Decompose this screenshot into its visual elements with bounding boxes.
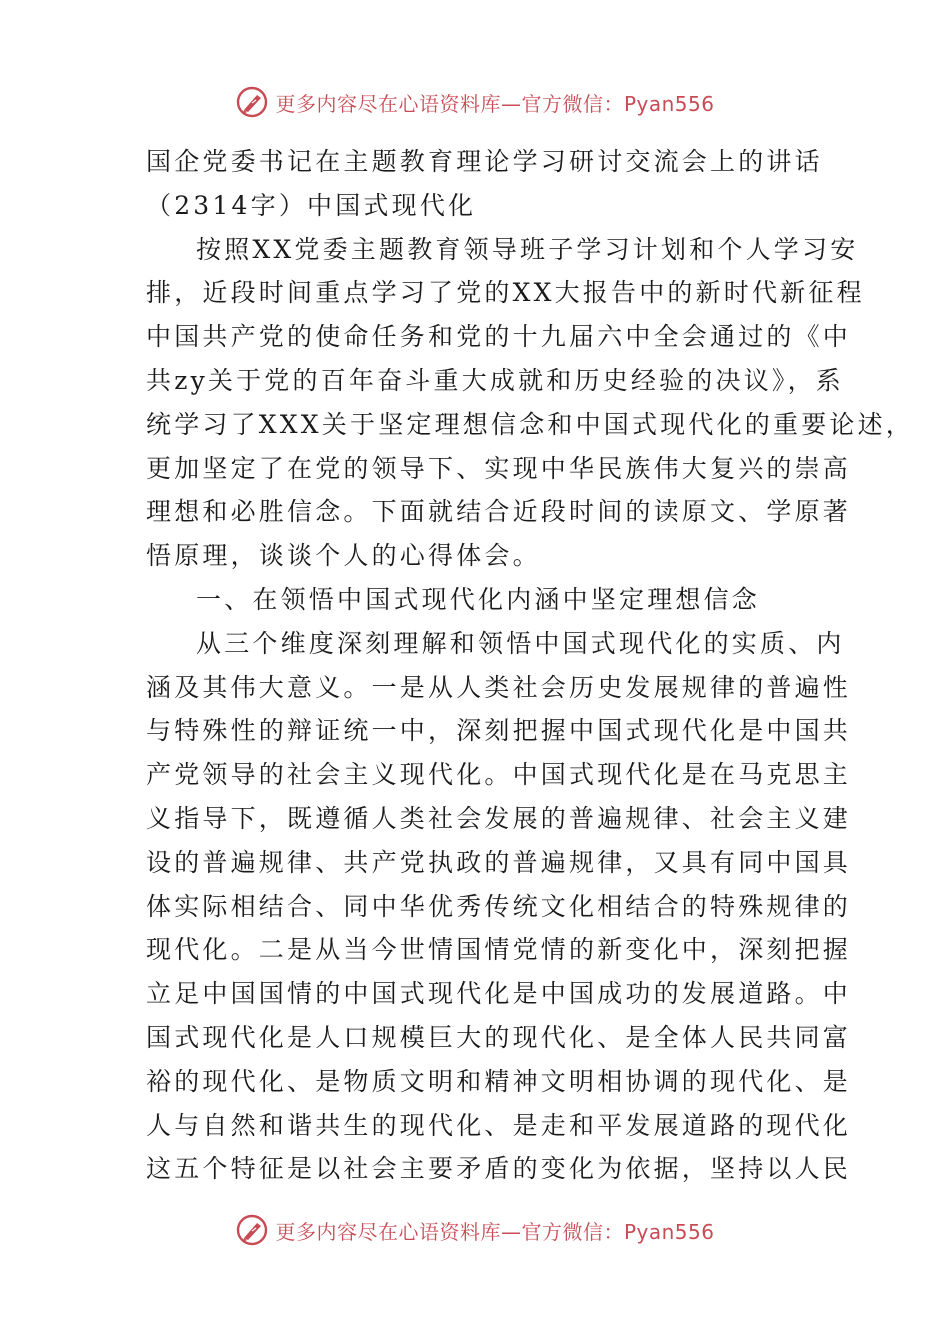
paragraph-line: 更加坚定了在党的领导下、实现中华民族伟大复兴的崇高 xyxy=(146,453,852,483)
paragraph-line: 产党领导的社会主义现代化。中国式现代化是在马克思主 xyxy=(146,760,852,790)
pen-nib-logo-icon xyxy=(235,1213,269,1247)
paragraph-line: 涵及其伟大意义。一是从人类社会历史发展规律的普遍性 xyxy=(146,672,852,702)
footer-watermark-banner xyxy=(0,1210,950,1250)
paragraph-line: 人与自然和谐共生的现代化、是走和平发展道路的现代化 xyxy=(146,1110,852,1140)
paragraph-line: 现代化。二是从当今世情国情党情的新变化中，深刻把握 xyxy=(146,935,852,965)
paragraph-line: 国式现代化是人口规模巨大的现代化、是全体人民共同富 xyxy=(146,1022,852,1052)
header-watermark-banner xyxy=(0,82,950,122)
paragraph-line: 悟原理，谈谈个人的心得体会。 xyxy=(146,541,541,571)
paragraph-line: 中国共产党的使命任务和党的十九届六中全会通过的《中 xyxy=(146,322,852,352)
paragraph-line: 这五个特征是以社会主要矛盾的变化为依据，坚持以人民 xyxy=(146,1154,852,1184)
paragraph-line: 立足中国国情的中国式现代化是中国成功的发展道路。中 xyxy=(146,979,852,1009)
paragraph-line: 设的普遍规律、共产党执政的普遍规律，又具有同中国具 xyxy=(146,847,852,877)
section-heading: 一、在领悟中国式现代化内涵中坚定理想信念 xyxy=(196,584,761,614)
paragraph-line: 与特殊性的辩证统一中，深刻把握中国式现代化是中国共 xyxy=(146,716,852,746)
title-line-1: 国企党委书记在主题教育理论学习研讨交流会上的讲话 xyxy=(146,147,823,176)
paragraph-line: 从三个维度深刻理解和领悟中国式现代化的实质、内 xyxy=(196,628,845,658)
watermark-text: 更多内容尽在心语资料库—官方微信：Pyan556 xyxy=(275,91,715,116)
paragraph-line: 按照XX党委主题教育领导班子学习计划和个人学习安 xyxy=(196,234,859,264)
paragraph-line: 排，近段时间重点学习了党的XX大报告中的新时代新征程 xyxy=(146,278,865,308)
title-line-2: （2314字）中国式现代化 xyxy=(146,190,477,220)
watermark-text: 更多内容尽在心语资料库—官方微信：Pyan556 xyxy=(275,1219,715,1244)
paragraph-line: 共zy关于党的百年奋斗重大成就和历史经验的决议》，系 xyxy=(146,365,844,395)
paragraph-line: 理想和必胜信念。下面就结合近段时间的读原文、学原著 xyxy=(146,497,852,527)
paragraph-line: 裕的现代化、是物质文明和精神文明相协调的现代化、是 xyxy=(146,1066,852,1096)
pen-nib-logo-icon xyxy=(235,85,269,119)
paragraph-line: 义指导下，既遵循人类社会发展的普遍规律、社会主义建 xyxy=(146,803,852,833)
paragraph-line: 体实际相结合、同中华优秀传统文化相结合的特殊规律的 xyxy=(146,891,852,921)
document-body xyxy=(146,140,914,1191)
paragraph-line: 统学习了XXX关于坚定理想信念和中国式现代化的重要论述， xyxy=(146,409,914,439)
